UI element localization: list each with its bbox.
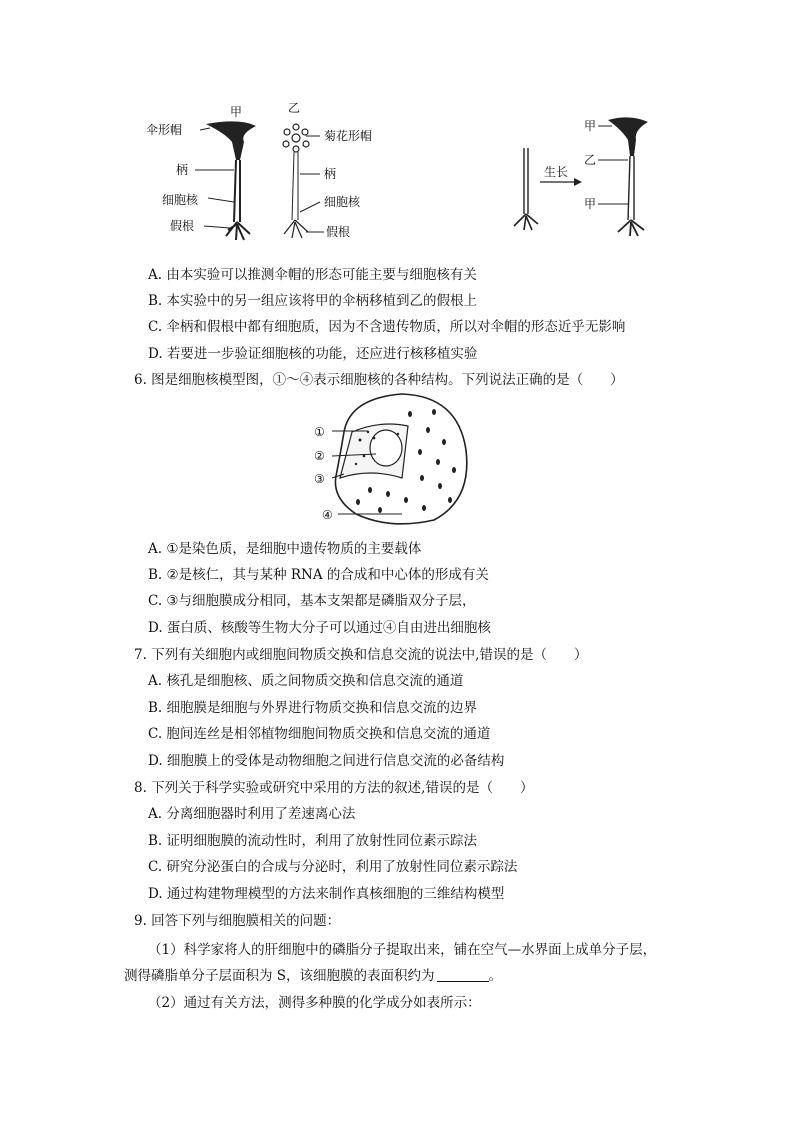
q8-option-c: C. 研究分泌蛋白的合成与分泌时，利用了放射性同位素示踪法 <box>148 859 518 875</box>
q6-option-a: A. ①是染色质，是细胞中遗传物质的主要载体 <box>148 541 422 557</box>
q5-option-c: C. 伞柄和假根中都有细胞质，因为不含遗传物质，所以对伞帽的形态近乎无影响 <box>148 319 626 335</box>
label-1: ① <box>314 425 325 439</box>
q8-option-a: A. 分离细胞器时利用了差速离心法 <box>148 806 356 822</box>
q9-part1-text: 测得磷脂单分子层面积为 S，该细胞膜的表面积约为 <box>124 968 435 984</box>
label-stalk-middle: 柄 <box>324 167 337 181</box>
label-4: ④ <box>322 508 333 522</box>
rhizoid-shape <box>226 222 250 240</box>
q9-part1-end: 。 <box>488 968 503 984</box>
label-right-top: 甲 <box>584 119 597 133</box>
q7-stem: 7. 下列有关细胞内或细胞间物质交换和信息交流的说法中,错误的是（ ） <box>134 647 588 663</box>
q8-option-d: D. 通过构建物理模型的方法来制作真核细胞的三维结构模型 <box>148 886 505 902</box>
graft-result <box>514 117 648 236</box>
umbrella-cap-shape <box>206 121 256 160</box>
q6-stem: 6. 图是细胞核模型图，①～④表示细胞核的各种结构。下列说法正确的是（ ） <box>134 372 624 388</box>
q5-option-d: D. 若要进一步验证细胞核的功能，还应进行核移植实验 <box>148 346 478 362</box>
q7-option-b: B. 细胞膜是细胞与外界进行物质交换和信息交流的边界 <box>148 700 478 716</box>
label-2: ② <box>314 449 325 463</box>
answer-blank[interactable] <box>437 967 489 982</box>
label-nucleus-middle: 细胞核 <box>324 195 361 209</box>
label-grow: 生长 <box>544 165 569 179</box>
q8-stem: 8. 下列关于科学实验或研究中采用的方法的叙述,错误的是（ ） <box>134 780 534 796</box>
q7-option-c: C. 胞间连丝是相邻植物细胞间物质交换和信息交流的通道 <box>148 726 491 742</box>
q5-option-a: A. 由本实验可以推测伞帽的形态可能主要与细胞核有关 <box>148 267 477 283</box>
nucleus-model-figure <box>310 390 480 530</box>
acetabularia-figure <box>140 102 660 250</box>
plant-yi <box>283 102 372 239</box>
q9-part2: （2）通过有关方法，测得多种膜的化学成分如表所示： <box>148 995 481 1011</box>
label-yi: 乙 <box>288 102 301 115</box>
label-umbrella-cap: 伞形帽 <box>146 123 183 137</box>
q6-option-d: D. 蛋白质、核酸等生物大分子可以通过④自由进出细胞核 <box>148 620 491 636</box>
chrysanthemum-cap-shape <box>283 124 309 152</box>
label-chrysanthemum-cap: 菊花形帽 <box>324 129 373 143</box>
nucleolus-shape <box>370 430 402 466</box>
label-3: ③ <box>314 472 325 486</box>
q7-option-d: D. 细胞膜上的受体是动物细胞之间进行信息交流的必备结构 <box>148 753 505 769</box>
label-nucleus-left: 细胞核 <box>162 193 199 207</box>
q5-option-b: B. 本实验中的另一组应该将甲的伞柄移植到乙的假根上 <box>148 293 478 309</box>
q9-part1-line2 <box>124 966 502 986</box>
q6-option-c: C. ③与细胞膜成分相同，基本支架都是磷脂双分子层， <box>148 593 476 609</box>
plant-jia <box>146 105 256 240</box>
q7-option-a: A. 核孔是细胞核、质之间物质交换和信息交流的通道 <box>148 673 464 689</box>
q9-part1-line1: （1）科学家将人的肝细胞中的磷脂分子提取出来，铺在空气—水界面上成单分子层， <box>148 942 657 958</box>
label-rhizoid-middle: 假根 <box>326 225 351 239</box>
q9-stem: 9. 回答下列与细胞膜相关的问题： <box>134 913 341 929</box>
label-stalk-left: 柄 <box>176 163 189 177</box>
q6-option-b: B. ②是核仁，其与某种 RNA 的合成和中心体的形成有关 <box>148 567 489 583</box>
q8-option-b: B. 证明细胞膜的流动性时，利用了放射性同位素示踪法 <box>148 833 478 849</box>
label-rhizoid-left: 假根 <box>170 219 195 233</box>
label-jia: 甲 <box>230 105 243 119</box>
label-right-mid: 乙 <box>584 153 597 167</box>
label-right-bottom: 甲 <box>584 197 597 211</box>
